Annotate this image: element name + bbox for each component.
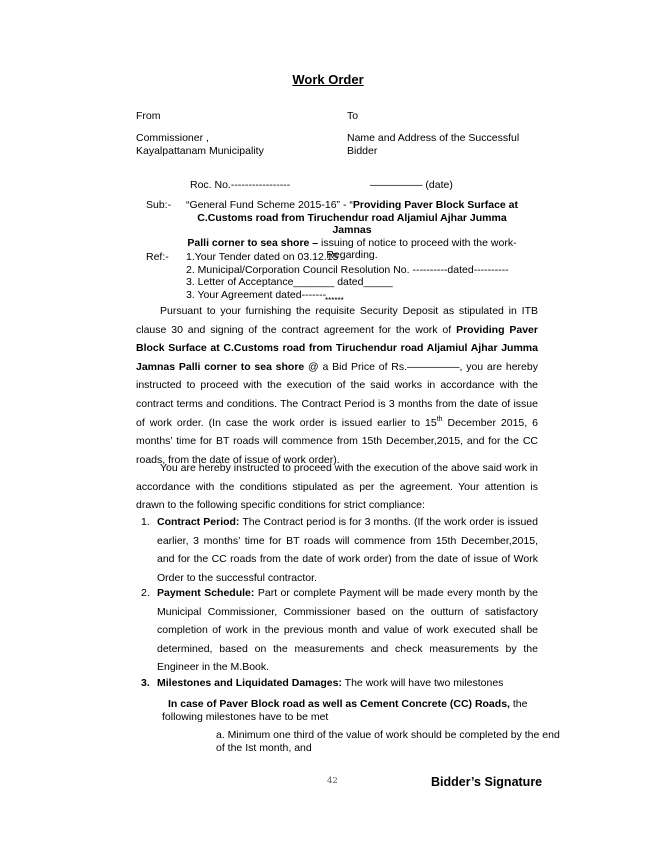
from-line-2: Kayalpattanam Municipality bbox=[136, 145, 264, 157]
reference-item: 3. Your Agreement dated------- bbox=[186, 288, 327, 301]
to-address bbox=[347, 132, 519, 158]
from-label: From bbox=[136, 110, 161, 122]
to-line-1: Name and Address of the Successful bbox=[347, 132, 520, 144]
from-line-1: Commissioner , bbox=[136, 132, 209, 144]
reference-label: Ref:- bbox=[146, 251, 169, 263]
subject-label: Sub:- bbox=[146, 199, 172, 211]
date-line: ————— (date) bbox=[370, 179, 453, 191]
subject-text: “General Fund Scheme 2015-16” - “Providing Paver Block Surface at C.Customs road from Tiruchendur road Aljamiul Ajhar Jumma Jamnas Palli corner to sea shore – issuing of notice to proceed with the work- Regarding. bbox=[185, 199, 519, 261]
reference-item: 3. Letter of Acceptance_______ dated_____ bbox=[186, 276, 393, 288]
condition-item-2: 2. Payment Schedule: Part or complete Payment will be made every month by the Municipal Commissioner, Commissioner based on the outturn of satisfactory completion of work in the previous month and value of work executed shall be determined, based on the measurements and check measurements by the Engineer in the M.Book. bbox=[141, 587, 539, 674]
condition-item-1: 1. Contract Period: The Contract period is for 3 months. (If the work order is issued earlier, 3 months’ time for BT roads will commence from 15th December,2015, and for the CC roads from the date of work order) from the date of issue of Work Order to the successful contractor. bbox=[141, 516, 538, 584]
condition-item-3: 3. Milestones and Liquidated Damages: The work will have two milestones bbox=[141, 677, 504, 689]
reference-item: 2. Municipal/Corporation Council Resolution No. ----------dated---------- bbox=[186, 263, 509, 276]
reference-item: 1.Your Tender dated on 03.12.15 bbox=[186, 251, 339, 263]
milestone-case: In case of Paver Block road as well as Cement Concrete (CC) Roads, the following milestones have to be met bbox=[162, 698, 528, 723]
paragraph-1: Pursuant to your furnishing the requisite Security Deposit as stipulated in ITB clause 30 and signing of the contract agreement for the work of Providing Paver Block Surface at C.Customs road from Tiruchendur road Aljamiul Ajhar Jumma Jamnas Palli corner to sea shore @ a Bid Price of Rs.—————, you are hereby instructed to proceed with the execution of the said works in accordance with the contract terms and conditions. The Contract Period is 3 months from the date of issue of work order. (In case the work order is issued earlier to 15th December 2015, 6 months’ time for BT roads will commence from 15th December,2015, and for the CC roads, from the date of issue of work order). bbox=[136, 305, 538, 466]
reference-list bbox=[186, 251, 509, 301]
page-number: 42 bbox=[327, 776, 338, 786]
document-title: Work Order bbox=[292, 72, 364, 87]
to-line-2: Bidder bbox=[347, 145, 378, 157]
separator-stars: ****** bbox=[325, 296, 344, 305]
from-address bbox=[136, 132, 264, 158]
to-label: To bbox=[347, 110, 359, 122]
roc-number: Roc. No.----------------- bbox=[190, 179, 291, 191]
bidder-signature: Bidder’s Signature bbox=[431, 775, 543, 789]
paragraph-2: You are hereby instructed to proceed with the execution of the above said work in accordance with the conditions stipulated as per the agreement. Your attention is drawn to the following specific conditions for strict compliance: bbox=[136, 462, 538, 512]
milestone-a: a. Minimum one third of the value of work should be completed by the end of the Ist month, and bbox=[216, 729, 560, 754]
